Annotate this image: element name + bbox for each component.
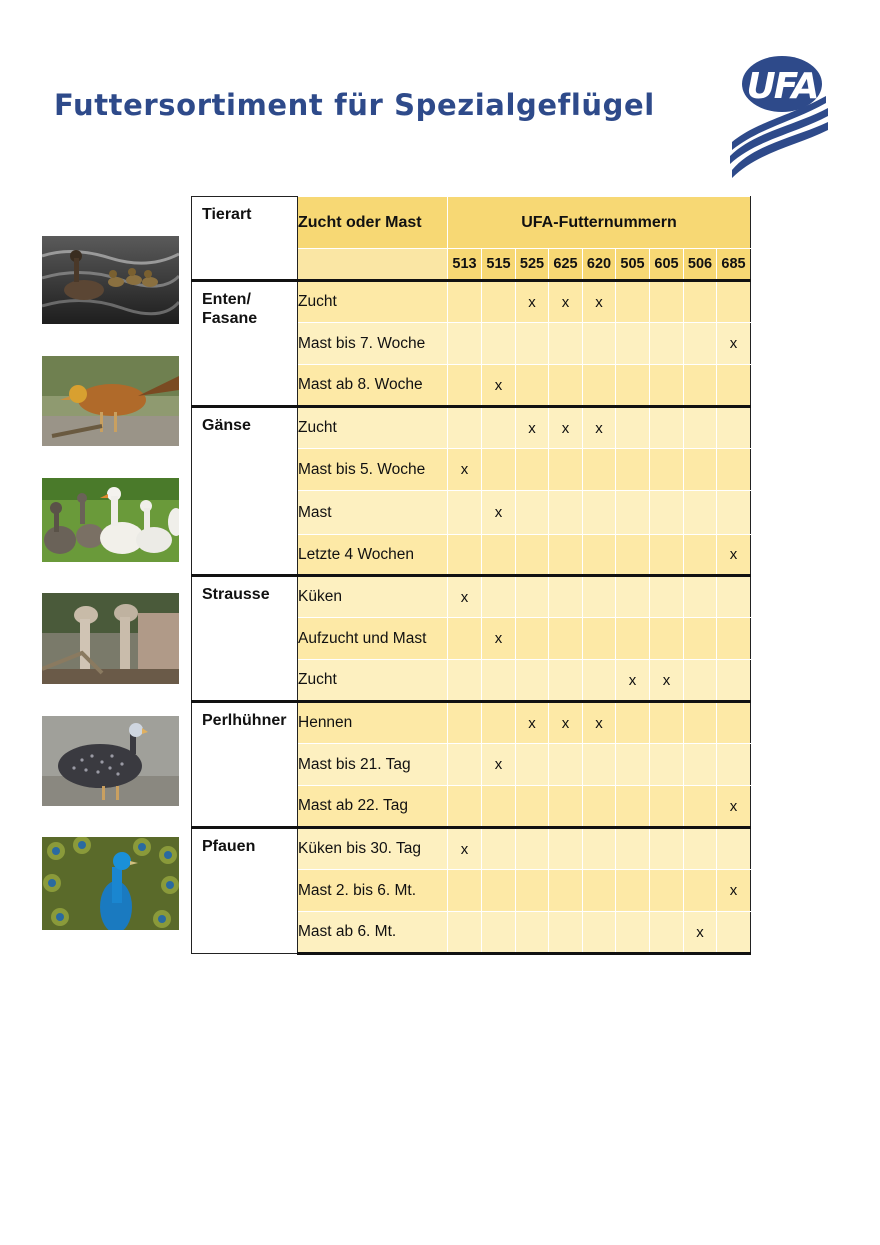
mark-cell-515: x (482, 491, 516, 535)
mark-cell-620 (583, 828, 616, 870)
ostrich-photo (42, 593, 179, 684)
mark-cell-515 (482, 323, 516, 365)
table-row (192, 702, 751, 744)
duck-photo (42, 236, 179, 324)
mark-cell-513 (448, 618, 482, 660)
mark-cell-506 (684, 491, 717, 535)
mark-cell-513 (448, 660, 482, 702)
mark-cell-506 (684, 702, 717, 744)
mark-cell-625 (549, 744, 583, 786)
row-label: Mast bis 5. Woche (298, 449, 448, 491)
mark-cell-515 (482, 702, 516, 744)
mark-cell-506 (684, 744, 717, 786)
mark-cell-620: x (583, 407, 616, 449)
mark-cell-625 (549, 323, 583, 365)
mark-cell-605 (650, 491, 684, 535)
mark-cell-506 (684, 449, 717, 491)
mark-cell-515 (482, 449, 516, 491)
mark-cell-515 (482, 281, 516, 323)
feed-table (191, 196, 751, 955)
mark-cell-505 (616, 535, 650, 576)
table-row (192, 576, 751, 618)
tierart-cell: Gänse (192, 407, 298, 576)
futter-nummer-620: 620 (583, 249, 616, 281)
mark-cell-605 (650, 449, 684, 491)
header-ufa-futternummern: UFA-Futternummern (448, 197, 751, 249)
mark-cell-525 (516, 449, 549, 491)
mark-cell-505 (616, 323, 650, 365)
mark-cell-525 (516, 660, 549, 702)
mark-cell-625 (549, 365, 583, 407)
mark-cell-525 (516, 365, 549, 407)
mark-cell-605 (650, 576, 684, 618)
mark-cell-605 (650, 702, 684, 744)
mark-cell-525 (516, 535, 549, 576)
mark-cell-525: x (516, 407, 549, 449)
table-row (192, 281, 751, 323)
tierart-cell: Strausse (192, 576, 298, 702)
mark-cell-605: x (650, 660, 684, 702)
mark-cell-620 (583, 449, 616, 491)
mark-cell-605 (650, 828, 684, 870)
mark-cell-515 (482, 870, 516, 912)
mark-cell-685 (717, 828, 751, 870)
mark-cell-505: x (616, 660, 650, 702)
mark-cell-625: x (549, 281, 583, 323)
svg-text:UFA: UFA (746, 66, 818, 107)
mark-cell-515 (482, 912, 516, 954)
mark-cell-685 (717, 912, 751, 954)
mark-cell-625 (549, 660, 583, 702)
mark-cell-505 (616, 281, 650, 323)
mark-cell-605 (650, 870, 684, 912)
mark-cell-513 (448, 744, 482, 786)
mark-cell-625 (549, 870, 583, 912)
mark-cell-515 (482, 576, 516, 618)
row-label: Mast ab 22. Tag (298, 786, 448, 828)
mark-cell-685 (717, 618, 751, 660)
mark-cell-685 (717, 407, 751, 449)
mark-cell-620 (583, 491, 616, 535)
mark-cell-513 (448, 870, 482, 912)
futter-nummer-685: 685 (717, 249, 751, 281)
mark-cell-513 (448, 407, 482, 449)
mark-cell-515 (482, 828, 516, 870)
mark-cell-506 (684, 828, 717, 870)
mark-cell-505 (616, 407, 650, 449)
mark-cell-506 (684, 281, 717, 323)
mark-cell-605 (650, 365, 684, 407)
row-label: Mast ab 8. Woche (298, 365, 448, 407)
mark-cell-620 (583, 870, 616, 912)
mark-cell-625 (549, 618, 583, 660)
row-label: Mast ab 6. Mt. (298, 912, 448, 954)
row-label: Küken bis 30. Tag (298, 828, 448, 870)
mark-cell-525 (516, 828, 549, 870)
mark-cell-515 (482, 407, 516, 449)
futter-nummer-605: 605 (650, 249, 684, 281)
mark-cell-513 (448, 491, 482, 535)
mark-cell-685 (717, 576, 751, 618)
mark-cell-525 (516, 786, 549, 828)
row-label: Küken (298, 576, 448, 618)
mark-cell-515 (482, 786, 516, 828)
mark-cell-620 (583, 323, 616, 365)
mark-cell-506 (684, 660, 717, 702)
mark-cell-506 (684, 407, 717, 449)
mark-cell-506 (684, 618, 717, 660)
pheasant-photo (42, 356, 179, 446)
row-label: Aufzucht und Mast (298, 618, 448, 660)
mark-cell-685 (717, 660, 751, 702)
futter-nummer-515: 515 (482, 249, 516, 281)
mark-cell-515: x (482, 618, 516, 660)
mark-cell-605 (650, 407, 684, 449)
mark-cell-605 (650, 323, 684, 365)
mark-cell-625 (549, 786, 583, 828)
futter-nummer-506: 506 (684, 249, 717, 281)
mark-cell-685: x (717, 323, 751, 365)
mark-cell-513: x (448, 449, 482, 491)
mark-cell-605 (650, 535, 684, 576)
row-label: Mast bis 21. Tag (298, 744, 448, 786)
mark-cell-515: x (482, 744, 516, 786)
futter-nummer-513: 513 (448, 249, 482, 281)
mark-cell-525 (516, 576, 549, 618)
mark-cell-685 (717, 449, 751, 491)
mark-cell-625 (549, 449, 583, 491)
mark-cell-513 (448, 281, 482, 323)
mark-cell-505 (616, 828, 650, 870)
peacock-photo (42, 837, 179, 930)
mark-cell-505 (616, 491, 650, 535)
tierart-cell: Perlhühner (192, 702, 298, 828)
mark-cell-525: x (516, 702, 549, 744)
mark-cell-525 (516, 323, 549, 365)
mark-cell-515 (482, 660, 516, 702)
mark-cell-625: x (549, 407, 583, 449)
row-label: Zucht (298, 407, 448, 449)
mark-cell-685 (717, 281, 751, 323)
mark-cell-513 (448, 702, 482, 744)
mark-cell-513 (448, 535, 482, 576)
row-label: Zucht (298, 281, 448, 323)
mark-cell-506: x (684, 912, 717, 954)
mark-cell-605 (650, 786, 684, 828)
mark-cell-505 (616, 744, 650, 786)
mark-cell-525 (516, 491, 549, 535)
table-row (192, 828, 751, 870)
guineafowl-photo (42, 716, 179, 806)
futter-nummer-625: 625 (549, 249, 583, 281)
mark-cell-513: x (448, 576, 482, 618)
mark-cell-506 (684, 323, 717, 365)
mark-cell-685: x (717, 786, 751, 828)
mark-cell-515 (482, 535, 516, 576)
mark-cell-513 (448, 365, 482, 407)
mark-cell-525 (516, 618, 549, 660)
row-label: Mast bis 7. Woche (298, 323, 448, 365)
mark-cell-505 (616, 912, 650, 954)
mark-cell-620: x (583, 702, 616, 744)
mark-cell-513: x (448, 828, 482, 870)
geese-photo (42, 478, 179, 562)
mark-cell-505 (616, 702, 650, 744)
mark-cell-505 (616, 786, 650, 828)
futter-nummer-525: 525 (516, 249, 549, 281)
mark-cell-505 (616, 365, 650, 407)
mark-cell-525: x (516, 281, 549, 323)
mark-cell-625 (549, 576, 583, 618)
mark-cell-685: x (717, 535, 751, 576)
row-label: Mast 2. bis 6. Mt. (298, 870, 448, 912)
mark-cell-620 (583, 365, 616, 407)
mark-cell-625 (549, 912, 583, 954)
header-zucht-oder-mast: Zucht oder Mast (298, 197, 448, 249)
mark-cell-620: x (583, 281, 616, 323)
mark-cell-605 (650, 281, 684, 323)
mark-cell-685 (717, 702, 751, 744)
mark-cell-620 (583, 744, 616, 786)
mark-cell-620 (583, 912, 616, 954)
mark-cell-605 (650, 912, 684, 954)
mark-cell-605 (650, 618, 684, 660)
mark-cell-506 (684, 365, 717, 407)
mark-cell-506 (684, 576, 717, 618)
mark-cell-506 (684, 870, 717, 912)
mark-cell-525 (516, 912, 549, 954)
mark-cell-513 (448, 323, 482, 365)
row-label: Hennen (298, 702, 448, 744)
ufa-logo (724, 52, 834, 178)
mark-cell-625 (549, 491, 583, 535)
mark-cell-505 (616, 870, 650, 912)
mark-cell-505 (616, 449, 650, 491)
mark-cell-625 (549, 535, 583, 576)
mark-cell-505 (616, 618, 650, 660)
mark-cell-620 (583, 618, 616, 660)
mark-cell-605 (650, 744, 684, 786)
row-label: Mast (298, 491, 448, 535)
mark-cell-513 (448, 912, 482, 954)
mark-cell-685: x (717, 870, 751, 912)
page-title: Futtersortiment für Spezialgeflügel (54, 88, 655, 122)
futter-nummer-505: 505 (616, 249, 650, 281)
mark-cell-620 (583, 576, 616, 618)
tierart-cell: Enten/ Fasane (192, 281, 298, 407)
mark-cell-506 (684, 786, 717, 828)
mark-cell-505 (616, 576, 650, 618)
mark-cell-525 (516, 870, 549, 912)
mark-cell-513 (448, 786, 482, 828)
header-tierart: Tierart (192, 197, 298, 281)
header-blank (298, 249, 448, 281)
mark-cell-525 (516, 744, 549, 786)
mark-cell-620 (583, 535, 616, 576)
row-label: Letzte 4 Wochen (298, 535, 448, 576)
tierart-cell: Pfauen (192, 828, 298, 954)
mark-cell-625: x (549, 702, 583, 744)
row-label: Zucht (298, 660, 448, 702)
mark-cell-620 (583, 786, 616, 828)
mark-cell-620 (583, 660, 616, 702)
mark-cell-625 (549, 828, 583, 870)
mark-cell-515: x (482, 365, 516, 407)
mark-cell-506 (684, 535, 717, 576)
mark-cell-685 (717, 744, 751, 786)
table-row (192, 407, 751, 449)
mark-cell-685 (717, 365, 751, 407)
mark-cell-685 (717, 491, 751, 535)
